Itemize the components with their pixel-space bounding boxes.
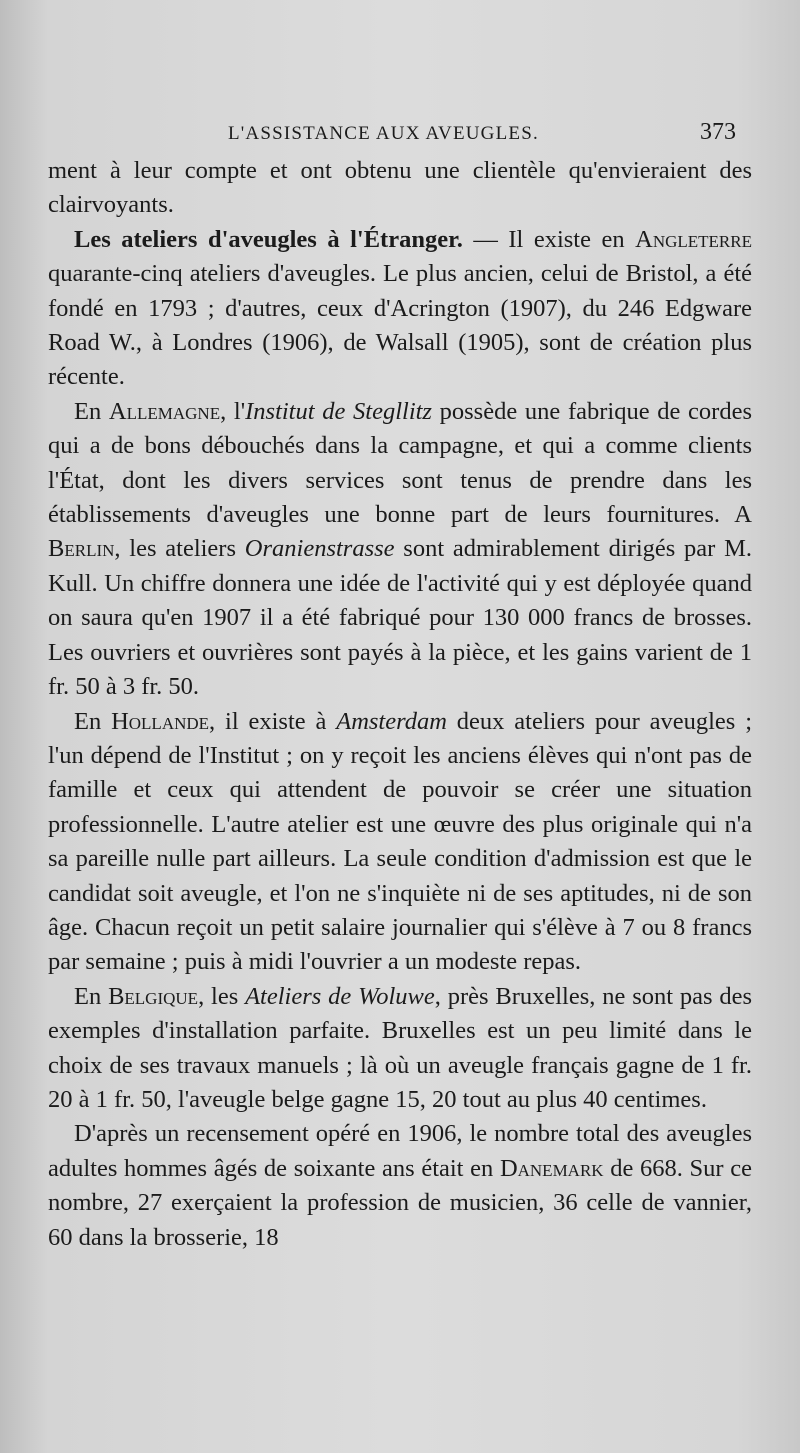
paragraph: En Hollande, il existe à Amsterdam deux ateliers pour aveugles ; l'un dépend de l'Institut ; on y reçoit les anciens élèves qui n'ont pas de famille et ceux qui attendent de pouvoir se créer une situation professionnelle. L'autre atelier est une œuvre des plus originale qui n'a sa pareille nulle part ailleurs. La seule condition d'admission est que le candidat soit aveugle, et l'on ne s'inquiète ni de ses aptitudes, ni de son âge. Chacun reçoit un petit salaire journalier qui s'élève à 7 ou 8 francs par semaine ; puis à midi l'ouvrier a un modeste repas. [48,707,753,976]
italic-term: Amsterdam [336,707,447,735]
country-name: Danemark [499,1154,604,1182]
section-heading: Les ateliers d'aveugles à l'Étranger. [74,225,463,253]
body-text [48,154,752,1255]
paragraph: ment à leur compte et ont obtenu une clientèle qu'envieraient des clairvoyants. [48,157,752,219]
italic-term: Institut de Stegllitz [245,397,432,425]
paragraph: Les ateliers d'aveugles à l'Étranger. — Il existe en Angleterre quarante-cinq ateliers d'aveugles. Le plus ancien, celui de Bristol, a été fondé en 1793 ; d'autres, ceux d'Acrington (1907), du 246 Edgware Road W., à Londres (1906), de Walsall (1905), sont de création plus récente. [48,225,752,391]
paragraph: En Belgique, les Ateliers de Woluwe, près Bruxelles, ne sont pas des exemples d'installation parfaite. Bruxelles est un peu limité dans le choix de ses travaux manuels ; là où un aveugle français gagne de 1 fr. 20 à 1 fr. 50, l'aveugle belge gagne 15, 20 tout au plus 40 centimes. [48,982,753,1113]
italic-term: Ateliers de Woluwe [245,982,435,1010]
paragraph: En Allemagne, l'Institut de Stegllitz possède une fabrique de cordes qui a de bons débouchés dans la campagne, et qui a comme clients l'État, dont les divers services sont tenus de prendre dans les établissements d'aveugles une bonne part de leurs fournitures. A Berlin, les ateliers Oranienstrasse sont admirablement dirigés par M. Kull. Un chiffre donnera une idée de l'activité qui y est déployée quand on saura qu'en 1907 il a été fabriqué pour 130 000 francs de brosses. Les ouvriers et ouvrières sont payés à la pièce, et les gains varient de 1 fr. 50 à 3 fr. 50. [48,397,753,701]
city-name: Berlin [48,535,115,563]
country-name: Angleterre [635,225,752,253]
country-name: Belgique [108,982,199,1010]
paragraph: D'après un recensement opéré en 1906, le nombre total des aveugles adultes hommes âgés de soixante ans était en Danemark de 668. Sur ce nombre, 27 exerçaient la profession de musicien, 36 celle de vannier, 60 dans la brosserie, 18 [48,1120,752,1251]
running-title: L'ASSISTANCE AUX AVEUGLES. [228,123,539,144]
page-header [0,117,800,153]
country-name: Allemagne [108,397,221,425]
page-number: 373 [700,119,736,145]
country-name: Hollande [111,707,210,735]
italic-term: Oranienstrasse [244,535,395,563]
